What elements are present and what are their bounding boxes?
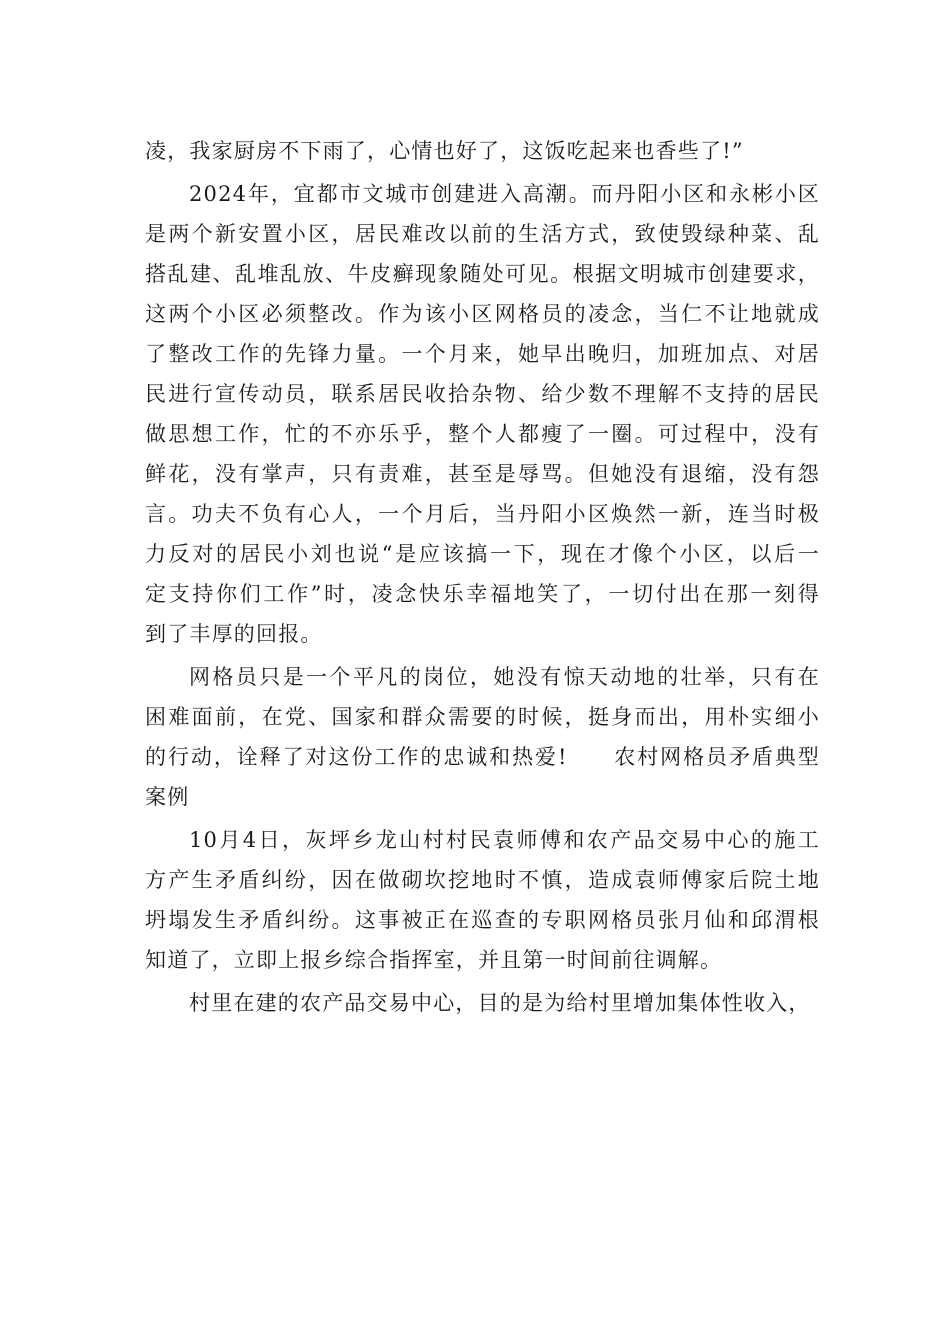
text-line: 是两个新安置小区，居民难改以前的生活方式，致使毁绿种菜、乱 <box>145 222 820 246</box>
text-line: 方产生矛盾纠纷，因在做砌坎挖地时不慎，造成袁师傅家后院土地 <box>145 868 820 892</box>
paragraph <box>145 983 820 1023</box>
text-line: 坍塌发生矛盾纠纷。这事被正在巡查的专职网格员张月仙和邱渭根 <box>145 908 820 932</box>
text-line: 力反对的居民小刘也说“是应该搞一下，现在才像个小区，以后一 <box>145 542 820 566</box>
paragraph <box>145 820 820 980</box>
text-line: 搭乱建、乱堆乱放、牛皮癣现象随处可见。根据文明城市创建要求， <box>145 262 820 286</box>
text-line: 的行动，诠释了对这份工作的忠诚和热爱! 农村网格员矛盾典型 <box>145 745 820 769</box>
paragraph <box>145 657 820 817</box>
text-line: 10月4日，灰坪乡龙山村村民袁师傅和农产品交易中心的施工 <box>189 828 820 852</box>
text-line: 到了丰厚的回报。 <box>145 622 323 646</box>
text-line: 这两个小区必须整改。作为该小区网格员的凌念，当仁不让地就成 <box>145 302 820 326</box>
text-line: 言。功夫不负有心人，一个月后，当丹阳小区焕然一新，连当时极 <box>145 502 820 526</box>
text-line: 民进行宣传动员，联系居民收拾杂物、给少数不理解不支持的居民 <box>145 382 820 406</box>
text-line: 了整改工作的先锋力量。一个月来，她早出晚归，加班加点、对居 <box>145 342 820 366</box>
text-line: 凌，我家厨房不下雨了，心情也好了，这饭吃起来也香些了!” <box>145 139 744 163</box>
text-line: 2024年，宜都市文城市创建进入高潮。而丹阳小区和永彬小区 <box>189 182 820 206</box>
text-line: 网格员只是一个平凡的岗位，她没有惊天动地的壮举，只有在 <box>189 665 820 689</box>
paragraph <box>145 131 820 171</box>
text-line: 村里在建的农产品交易中心，目的是为给村里增加集体性收入， <box>189 991 811 1015</box>
text-line: 做思想工作，忙的不亦乐乎，整个人都瘦了一圈。可过程中，没有 <box>145 422 820 446</box>
document-body <box>145 131 820 1023</box>
text-line: 案例 <box>145 785 190 809</box>
paragraph <box>145 174 820 654</box>
text-line: 鲜花，没有掌声，只有责难，甚至是辱骂。但她没有退缩，没有怨 <box>145 462 820 486</box>
text-line: 知道了，立即上报乡综合指挥室，并且第一时间前往调解。 <box>145 948 723 972</box>
text-line: 困难面前，在党、国家和群众需要的时候，挺身而出，用朴实细小 <box>145 705 820 729</box>
text-line: 定支持你们工作”时，凌念快乐幸福地笑了，一切付出在那一刻得 <box>145 582 820 606</box>
